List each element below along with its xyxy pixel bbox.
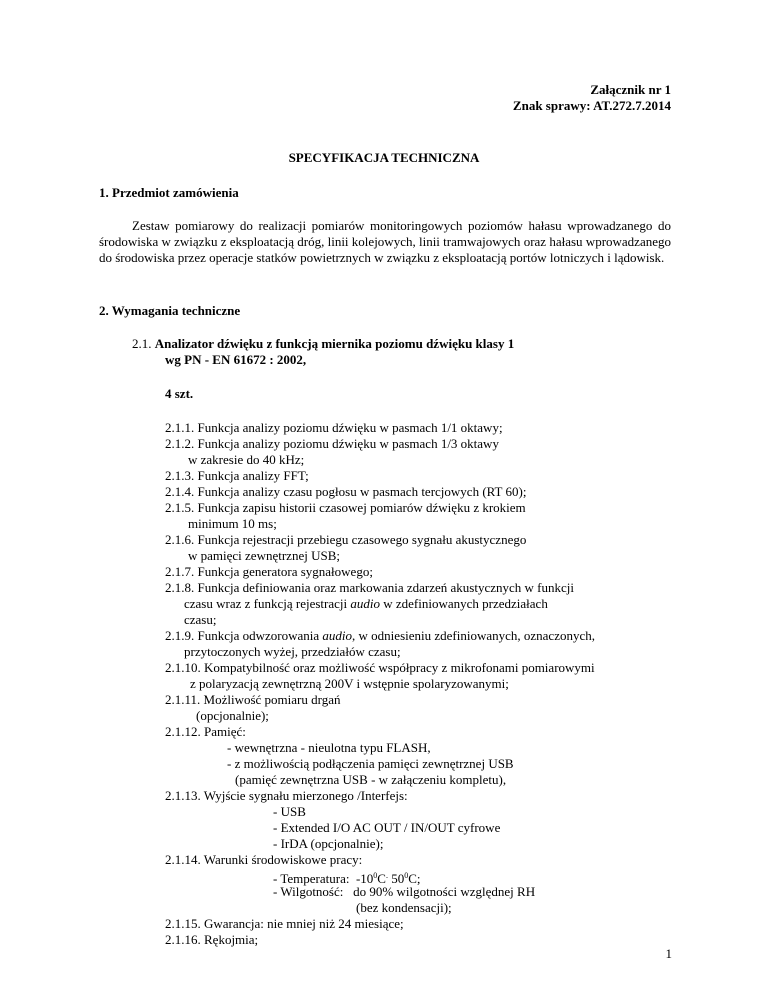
section-1-heading: 1. Przedmiot zamówienia <box>99 185 239 200</box>
list-item: 2.1.13. Wyjście sygnału mierzonego /Interfejs: <box>165 788 408 803</box>
humidity-value: do 90% wilgotności względnej RH <box>353 884 536 899</box>
list-subitem: - USB <box>273 804 306 819</box>
page-number: 1 <box>665 946 672 961</box>
temperature-label: - Temperatura: <box>273 871 350 886</box>
list-item-continuation: minimum 10 ms; <box>188 516 277 531</box>
text-run: , w odniesieniu zdefiniowanych, oznaczonych, <box>352 628 595 643</box>
unit: C; <box>408 871 421 886</box>
list-subitem-humidity <box>165 884 685 900</box>
list-item: 2.1.12. Pamięć: <box>165 724 246 739</box>
subsection-number: 2.1. <box>132 336 152 351</box>
list-subitem: - wewnętrzna - nieulotna typu FLASH, <box>227 740 431 755</box>
humidity-label: - Wilgotność: <box>273 884 344 899</box>
degree-sign: 0 <box>404 871 409 880</box>
case-reference: Znak sprawy: AT.272.7.2014 <box>512 98 671 113</box>
list-item: 2.1.1. Funkcja analizy poziomu dźwięku w pasmach 1/1 oktawy; <box>165 420 503 435</box>
requirements-list <box>165 420 685 948</box>
document-title: SPECYFIKACJA TECHNICZNA <box>288 150 480 165</box>
italic-term: audio <box>322 628 353 643</box>
list-item: 2.1.4. Funkcja analizy czasu pogłosu w pasmach tercjowych (RT 60); <box>165 484 527 499</box>
italic-term: audio <box>350 596 380 611</box>
list-item-continuation: czasu; <box>184 612 217 627</box>
list-item: 2.1.3. Funkcja analizy FFT; <box>165 468 309 483</box>
text-run: w zdefiniowanych przedziałach <box>380 596 548 611</box>
list-item: 2.1.8. Funkcja definiowania oraz markowania zdarzeń akustycznych w funkcji <box>165 580 574 595</box>
list-item: 2.1.7. Funkcja generatora sygnałowego; <box>165 564 373 579</box>
list-item: 2.1.2. Funkcja analizy poziomu dźwięku w pasmach 1/3 oktawy <box>165 436 499 451</box>
list-item: 2.1.5. Funkcja zapisu historii czasowej pomiarów dźwięku z krokiem <box>165 500 526 515</box>
list-item: 2.1.14. Warunki środowiskowe pracy: <box>165 852 363 867</box>
temperature-min: -10 <box>355 871 374 886</box>
subsection-title-line-1: Analizator dźwięku z funkcją miernika poziomu dźwięku klasy 1 <box>154 336 515 351</box>
list-item-continuation: (opcjonalnie); <box>196 708 269 723</box>
text-run: czasu wraz z funkcją rejestracji <box>184 596 351 611</box>
list-item: 2.1.16. Rękojmia; <box>165 932 259 947</box>
list-subitem-temperature <box>165 868 685 884</box>
temperature-max: 50 <box>391 871 405 886</box>
list-item <box>165 628 685 644</box>
section-1-paragraph: Zestaw pomiarowy do realizacji pomiarów monitoringowych poziomów hałasu wprowadzanego do środowiska w związku z eksploatacją dróg, linii kolejowych, linii tramwajowych oraz hałasu wprowadzanego do środowiska przez operacje statków powietrznych w związku z eksploatacją portów lotniczych i lądowisk. <box>99 218 671 265</box>
list-item: 2.1.10. Kompatybilność oraz możliwość współpracy z mikrofonami pomiarowymi <box>165 660 595 675</box>
subsection-2-1-heading <box>132 336 514 352</box>
list-item-continuation <box>165 596 685 612</box>
unit: C <box>377 871 386 886</box>
list-subitem: - Extended I/O AC OUT / IN/OUT cyfrowe <box>273 820 501 835</box>
list-item-continuation: przytoczonych wyżej, przedziałów czasu; <box>184 644 401 659</box>
text-run: 2.1.9. Funkcja odwzorowania <box>165 628 323 643</box>
list-subitem-continuation: (pamięć zewnętrzna USB - w załączeniu kompletu), <box>235 772 507 787</box>
list-subitem: - z możliwością podłączenia pamięci zewnętrznej USB <box>227 756 514 771</box>
range-separator: . <box>385 871 388 880</box>
list-item: 2.1.11. Możliwość pomiaru drgań <box>165 692 341 707</box>
list-subitem-continuation: (bez kondensacji); <box>356 900 452 915</box>
quantity: 4 szt. <box>165 386 194 401</box>
list-item-continuation: z polaryzacją zewnętrzną 200V i wstępnie spolaryzowanymi; <box>190 676 509 691</box>
degree-sign: 0 <box>373 871 378 880</box>
list-item: 2.1.6. Funkcja rejestracji przebiegu czasowego sygnału akustycznego <box>165 532 527 547</box>
attachment-number: Załącznik nr 1 <box>590 82 671 97</box>
subsection-title-line-2: wg PN - EN 61672 : 2002, <box>165 352 307 367</box>
list-subitem: - IrDA (opcjonalnie); <box>273 836 384 851</box>
list-item: 2.1.15. Gwarancja: nie mniej niż 24 miesiące; <box>165 916 404 931</box>
section-2-heading: 2. Wymagania techniczne <box>99 303 241 318</box>
list-item-continuation: w zakresie do 40 kHz; <box>188 452 305 467</box>
list-item-continuation: w pamięci zewnętrznej USB; <box>188 548 340 563</box>
